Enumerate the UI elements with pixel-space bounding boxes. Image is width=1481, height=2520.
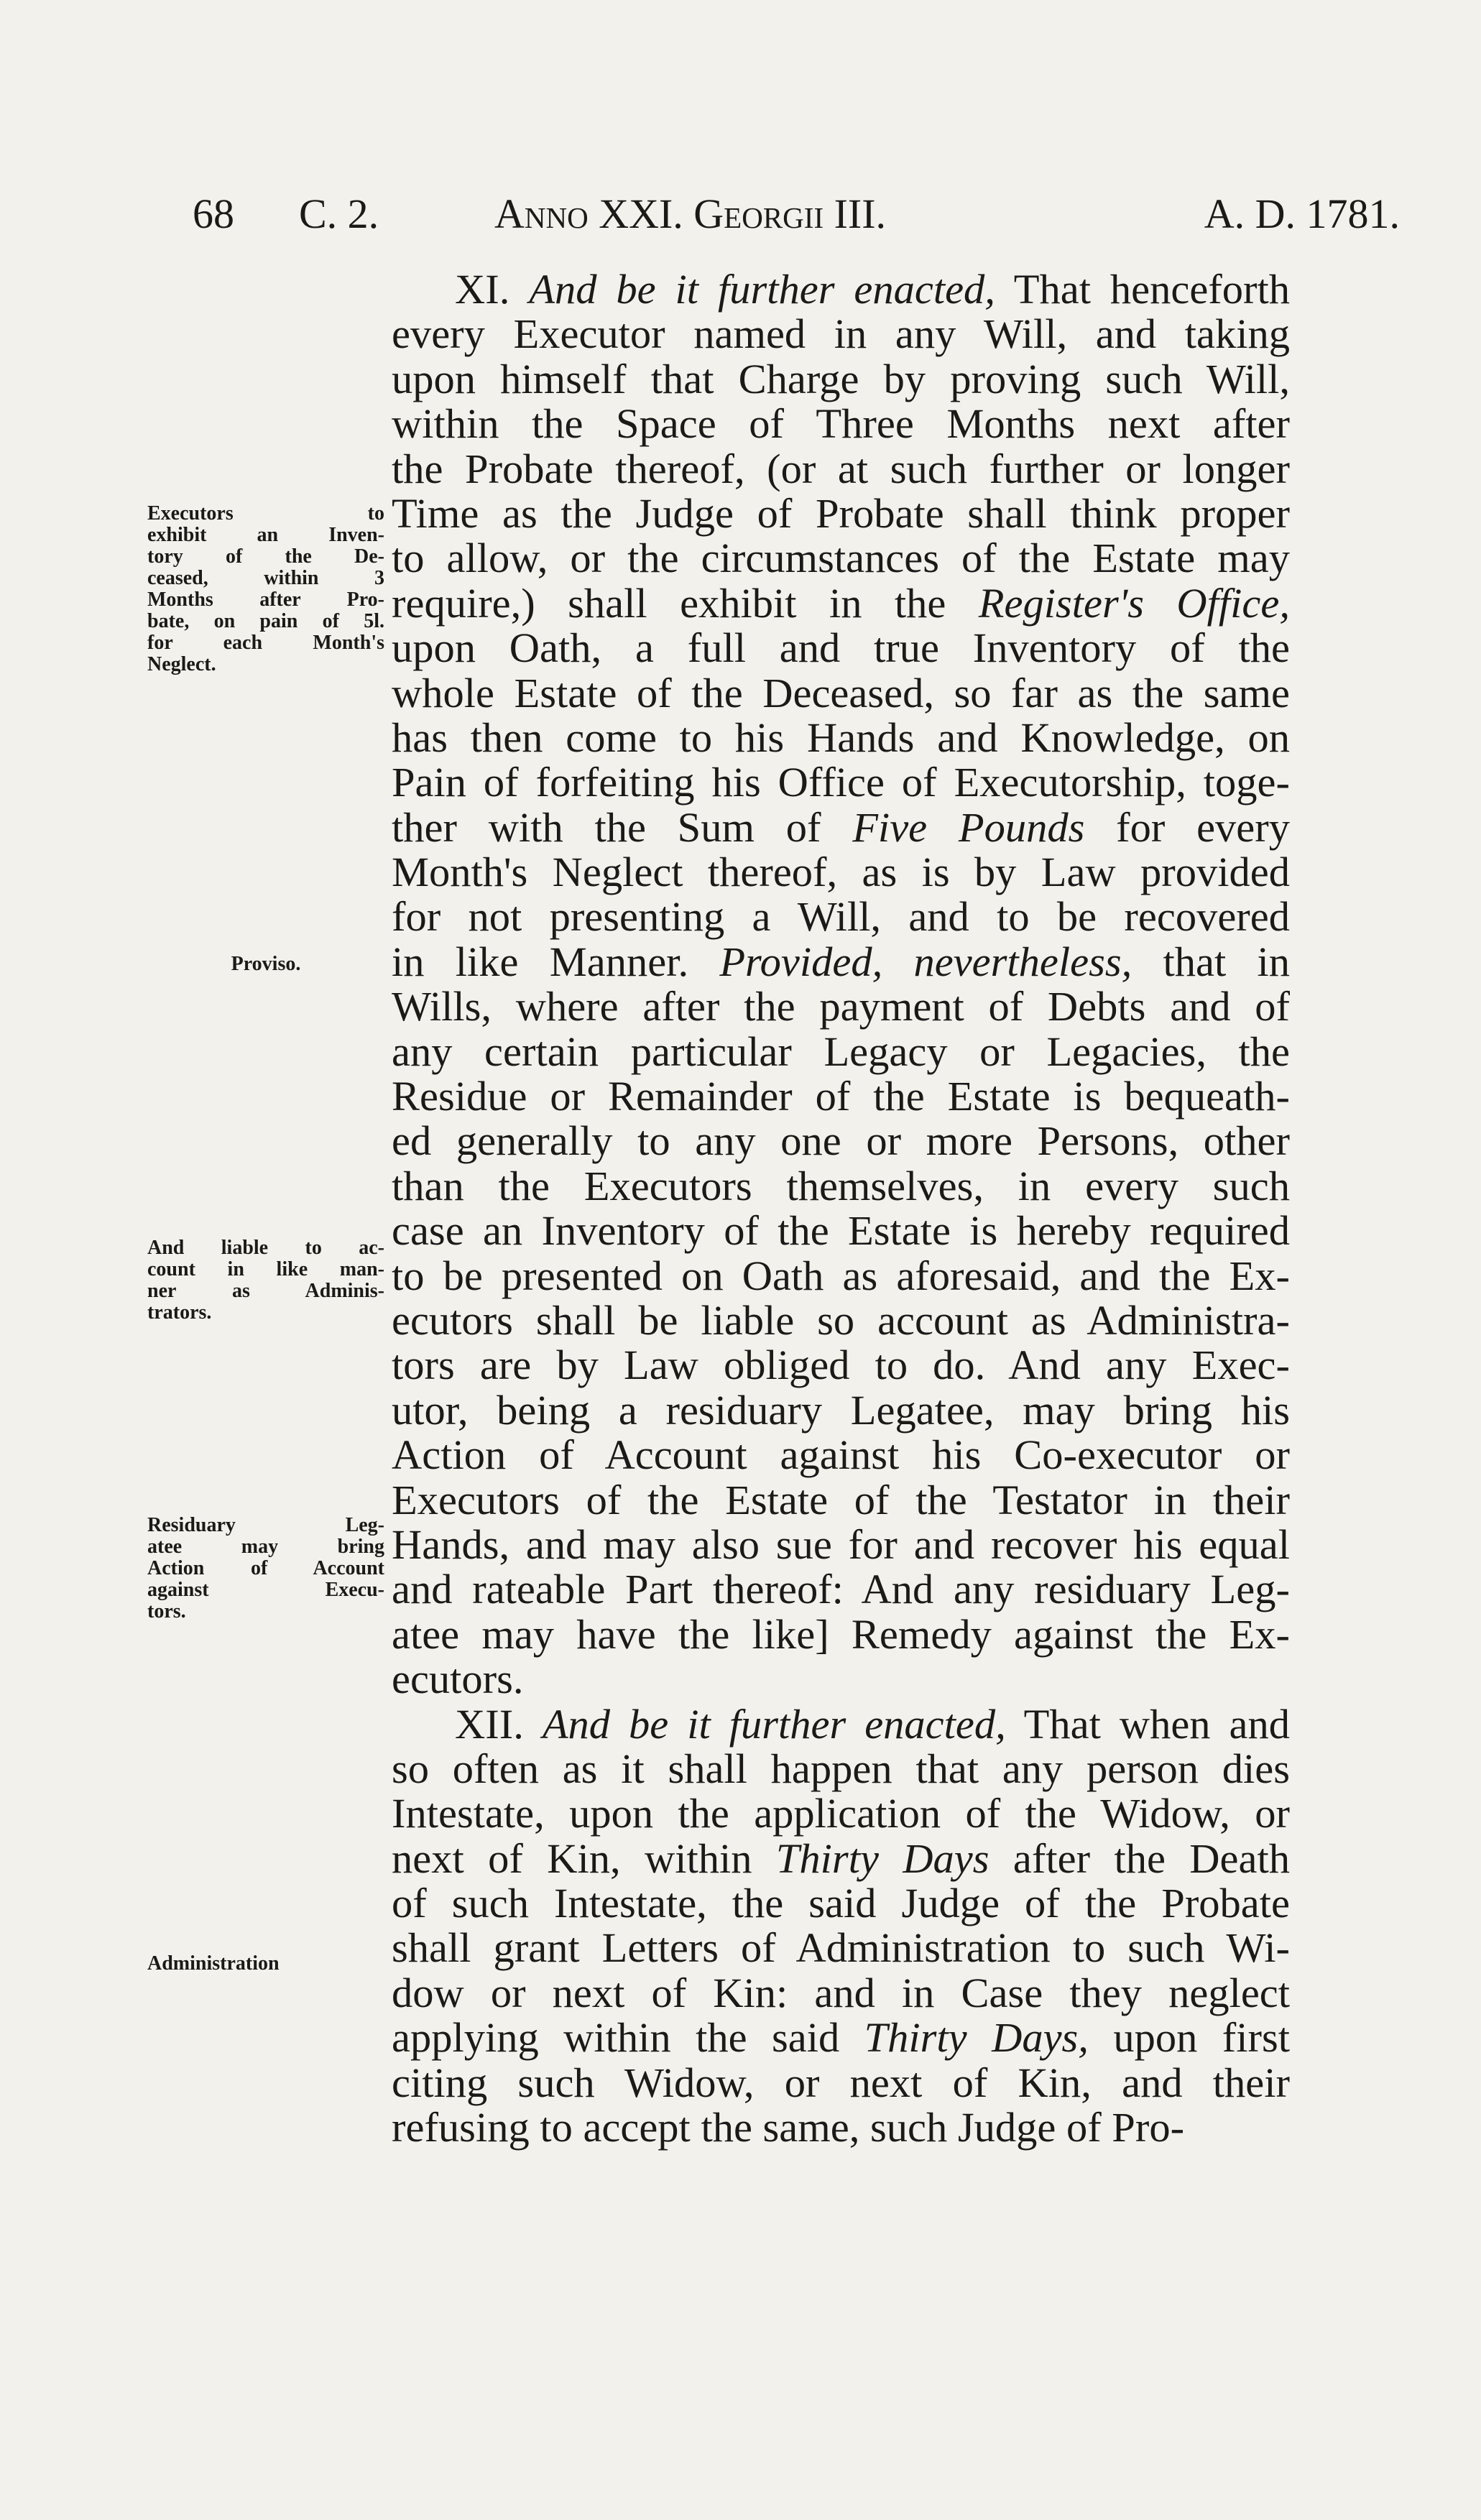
margin-line: count in like man-: [147, 1258, 384, 1280]
body-line: Pain of forfeiting his Office of Executorship, toge-: [392, 759, 1290, 806]
body-line: next of Kin, within Thirty Days after the Death: [392, 1834, 1290, 1882]
body-line: every Executor named in any Will, and taking: [392, 310, 1290, 358]
margin-line: tory of the De-: [147, 545, 384, 568]
body-line: to be presented on Oath as aforesaid, and the Ex-: [392, 1252, 1290, 1299]
statute-body-text: [392, 267, 1290, 2150]
body-line: Intestate, upon the application of the Widow, or: [392, 1790, 1290, 1837]
body-line: for not presenting a Will, and to be recovered: [392, 893, 1290, 941]
margin-line: against Execu-: [147, 1579, 384, 1601]
margin-line: Residuary Leg-: [147, 1514, 384, 1536]
margin-line: ceased, within 3: [147, 567, 384, 589]
margin-line: bate, on pain of 5l.: [147, 610, 384, 632]
margin-line: ner as Adminis-: [147, 1280, 384, 1302]
body-line: within the Space of Three Months next after: [392, 400, 1290, 448]
body-line: Time as the Judge of Probate shall think proper: [392, 489, 1290, 537]
body-line: Month's Neglect thereof, as is by Law provided: [392, 849, 1290, 896]
margin-line: And liable to ac-: [147, 1237, 384, 1259]
body-line: case an Inventory of the Estate is hereby required: [392, 1207, 1290, 1255]
body-line: dow or next of Kin: and in Case they neglect: [392, 1969, 1290, 2016]
margin-line: Action of Account: [147, 1557, 384, 1579]
margin-line: Executors to: [147, 502, 384, 525]
body-line: Residue or Remainder of the Estate is bequeath-: [392, 1073, 1290, 1120]
margin-line: Months after Pro-: [147, 589, 384, 611]
margin-note-executors: [147, 503, 384, 675]
margin-line: tors.: [147, 1600, 186, 1623]
body-line: utor, being a residuary Legatee, may bring his: [392, 1386, 1290, 1434]
body-line: ther with the Sum of Five Pounds for every: [392, 803, 1290, 851]
body-line: XII. And be it further enacted, That when and: [455, 1700, 1290, 1748]
body-line: ecutors.: [392, 1656, 524, 1703]
chapter-number: C. 2.: [299, 190, 379, 237]
margin-note-administration: [147, 1953, 384, 1975]
page-number: 68: [193, 190, 234, 237]
margin-line: Administration: [147, 1952, 280, 1975]
margin-line: for each Month's: [147, 632, 384, 654]
body-line: Executors of the Estate of the Testator in their: [392, 1476, 1290, 1523]
body-line: XI. And be it further enacted, That henceforth: [455, 266, 1291, 313]
body-line: Hands, and may also sue for and recover his equal: [392, 1520, 1290, 1568]
body-line: ed generally to any one or more Persons, other: [392, 1117, 1290, 1165]
body-line: Wills, where after the payment of Debts and of: [392, 983, 1290, 1030]
body-line: of such Intestate, the said Judge of the Probate: [392, 1880, 1290, 1927]
body-line: so often as it shall happen that any person dies: [392, 1745, 1290, 1792]
body-line: refusing to accept the same, such Judge of Pro-: [392, 2104, 1185, 2151]
regnal-year-text: Anno XXI. Georgii III.: [494, 190, 887, 237]
body-line: and rateable Part thereof: And any residuary Leg-: [392, 1566, 1290, 1613]
body-line: has then come to his Hands and Knowledge, on: [392, 714, 1290, 761]
margin-line: atee may bring: [147, 1536, 384, 1558]
body-line: citing such Widow, or next of Kin, and their: [392, 2059, 1290, 2106]
italic-phrase: Thirty Days,: [864, 2014, 1089, 2062]
body-line: applying within the said Thirty Days, upon first: [392, 2014, 1290, 2062]
italic-phrase: Provided, nevertheless,: [719, 938, 1132, 985]
year-date: A. D. 1781.: [1204, 190, 1400, 237]
italic-phrase: Thirty Days: [775, 1834, 989, 1882]
body-line: in like Manner. Provided, nevertheless, that in: [392, 938, 1290, 985]
body-line: to allow, or the circumstances of the Estate may: [392, 535, 1290, 582]
italic-phrase: And be it further enacted,: [542, 1700, 1006, 1748]
margin-line: exhibit an Inven-: [147, 524, 384, 546]
body-line: upon Oath, a full and true Inventory of the: [392, 624, 1290, 672]
margin-line: Neglect.: [147, 653, 216, 675]
margin-line: Proviso.: [231, 953, 301, 975]
running-header: [193, 185, 1400, 243]
body-line: the Probate thereof, (or at such further or longer: [392, 445, 1290, 492]
body-line: any certain particular Legacy or Legacies, the: [392, 1028, 1290, 1075]
body-line: atee may have the like] Remedy against the Ex-: [392, 1610, 1290, 1658]
italic-phrase: Register's Office,: [978, 579, 1290, 627]
italic-phrase: And be it further enacted,: [529, 266, 995, 313]
body-line: upon himself that Charge by proving such Will,: [392, 355, 1290, 402]
body-line: ecutors shall be liable so account as Administra-: [392, 1296, 1290, 1344]
margin-note-liable: [147, 1237, 384, 1324]
margin-note-proviso: [147, 954, 384, 975]
body-line: shall grant Letters of Administration to such Wi-: [392, 1924, 1290, 1972]
body-line: require,) shall exhibit in the Register's Office,: [392, 579, 1290, 627]
italic-phrase: Five Pounds: [852, 803, 1085, 851]
body-line: tors are by Law obliged to do. And any Exec-: [392, 1342, 1290, 1389]
margin-note-residuary: [147, 1515, 384, 1623]
body-line: than the Executors themselves, in every such: [392, 1162, 1290, 1209]
body-line: whole Estate of the Deceased, so far as the same: [392, 669, 1290, 716]
margin-line: trators.: [147, 1301, 212, 1324]
body-line: Action of Account against his Co-executor or: [392, 1431, 1290, 1479]
